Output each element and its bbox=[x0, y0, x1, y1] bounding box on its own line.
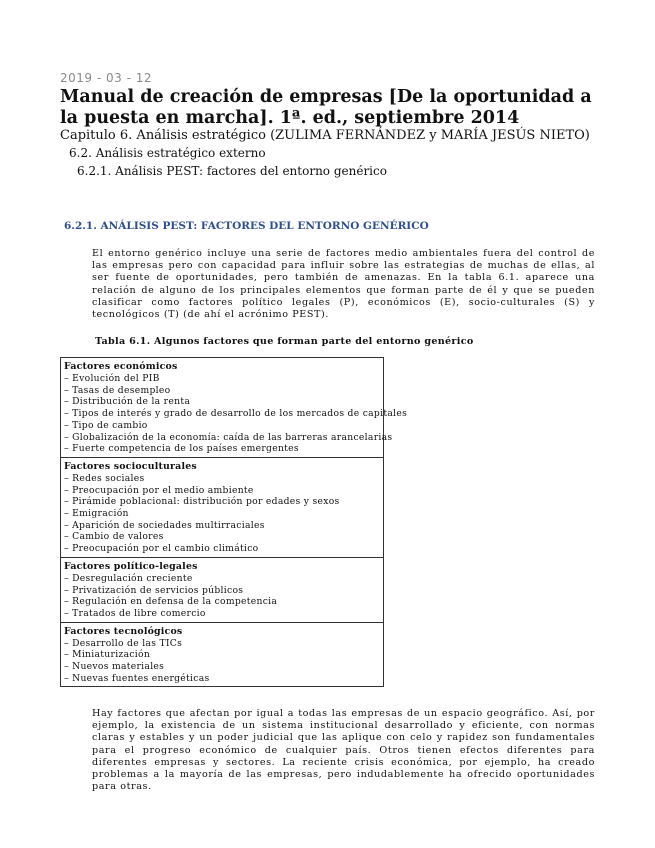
factor-item: – Fuerte competencia de los países emergentes bbox=[64, 443, 299, 455]
factor-item: – Aparición de sociedades multirraciales bbox=[64, 519, 265, 531]
chapter-title: Capitulo 6. Análisis estratégico (ZULIMA FERNÁNDEZ y MARÍA JESÚS NIETO) bbox=[60, 128, 590, 143]
factor-item: – Preocupación por el cambio climático bbox=[64, 543, 259, 555]
factor-item: – Cambio de valores bbox=[64, 531, 164, 543]
factor-group bbox=[61, 622, 383, 687]
factor-group-title: Factores económicos bbox=[64, 361, 178, 372]
factor-group-title: Factores político-legales bbox=[64, 560, 198, 572]
book-title: Manual de creación de empresas [De la oportunidad a la puesta en marcha]. 1ª. ed., septiembre 2014 bbox=[60, 87, 592, 128]
factor-item: – Distribución de la renta bbox=[64, 396, 191, 408]
subsection-title: 6.2.1. Análisis PEST: factores del entorno genérico bbox=[77, 164, 387, 178]
factor-item: – Globalización de la economía: caída de las barreras arancelarias bbox=[64, 431, 393, 443]
intro-paragraph: El entorno genérico incluye una serie de factores medio ambientales fuera del control de las empresas pero con capacidad para influir sobre las estrategias de muchas de ellas, al ser fuente de oportunidades, pero también de amenazas. En la tabla 6.1. aparece una relación de alguno de los principales elementos que forman parte de él y que se pueden clasificar como factores político legales (P), económicos (E), socio-culturales (S) y tecnológicos (T) (de ahí el acrónimo PEST). bbox=[92, 248, 595, 321]
factor-item: – Desarrollo de las TICs bbox=[64, 637, 183, 649]
section-title: 6.2. Análisis estratégico externo bbox=[69, 146, 266, 160]
factor-group bbox=[61, 358, 408, 457]
table-caption: Tabla 6.1. Algunos factores que forman parte del entorno genérico bbox=[95, 336, 474, 347]
factor-item: – Nuevos materiales bbox=[64, 661, 165, 673]
factor-item: – Pirámide poblacional: distribución por edades y sexos bbox=[64, 496, 340, 508]
factor-group bbox=[61, 557, 383, 622]
factor-item: – Tasas de desempleo bbox=[64, 384, 171, 396]
closing-paragraph: Hay factores que afectan por igual a todas las empresas de un espacio geográfico. Así, por ejemplo, la existencia de un sistema institucional desarrollado y eficiente, con normas claras y estables y un poder judicial que las aplique con celo y rapidez son fundamentales para el progreso económico de cualquier país. Otros tienen efectos diferentes para diferentes empresas y sectores. La reciente crisis económica, por ejemplo, ha creado problemas a la mayoría de las empresas, pero indudablemente ha ofrecido oportunidades para otras. bbox=[92, 708, 595, 793]
factor-item: – Tratados de libre comercio bbox=[64, 607, 206, 619]
factor-item: – Desregulación creciente bbox=[64, 572, 193, 584]
factor-item: – Nuevas fuentes energéticas bbox=[64, 672, 210, 684]
factor-item: – Redes sociales bbox=[64, 472, 145, 484]
section-heading: 6.2.1. ANÁLISIS PEST: FACTORES DEL ENTORNO GENÉRICO bbox=[64, 220, 429, 232]
factor-item: – Evolución del PIB bbox=[64, 373, 160, 384]
factor-item: – Tipos de interés y grado de desarrollo de los mercados de capitales bbox=[64, 408, 408, 420]
factor-item: – Preocupación por el medio ambiente bbox=[64, 484, 254, 496]
factor-group bbox=[61, 457, 383, 557]
print-date: 2019 - 03 - 12 bbox=[60, 71, 152, 85]
factor-item: – Emigración bbox=[64, 508, 129, 520]
factor-item: – Regulación en defensa de la competencia bbox=[64, 596, 278, 608]
factor-item: – Tipo de cambio bbox=[64, 419, 148, 431]
factors-table bbox=[60, 357, 408, 687]
factor-group-title: Factores tecnológicos bbox=[64, 625, 183, 637]
factor-group-title: Factores socioculturales bbox=[64, 460, 197, 472]
factor-item: – Miniaturización bbox=[64, 649, 151, 661]
factor-item: – Privatización de servicios públicos bbox=[64, 584, 244, 596]
